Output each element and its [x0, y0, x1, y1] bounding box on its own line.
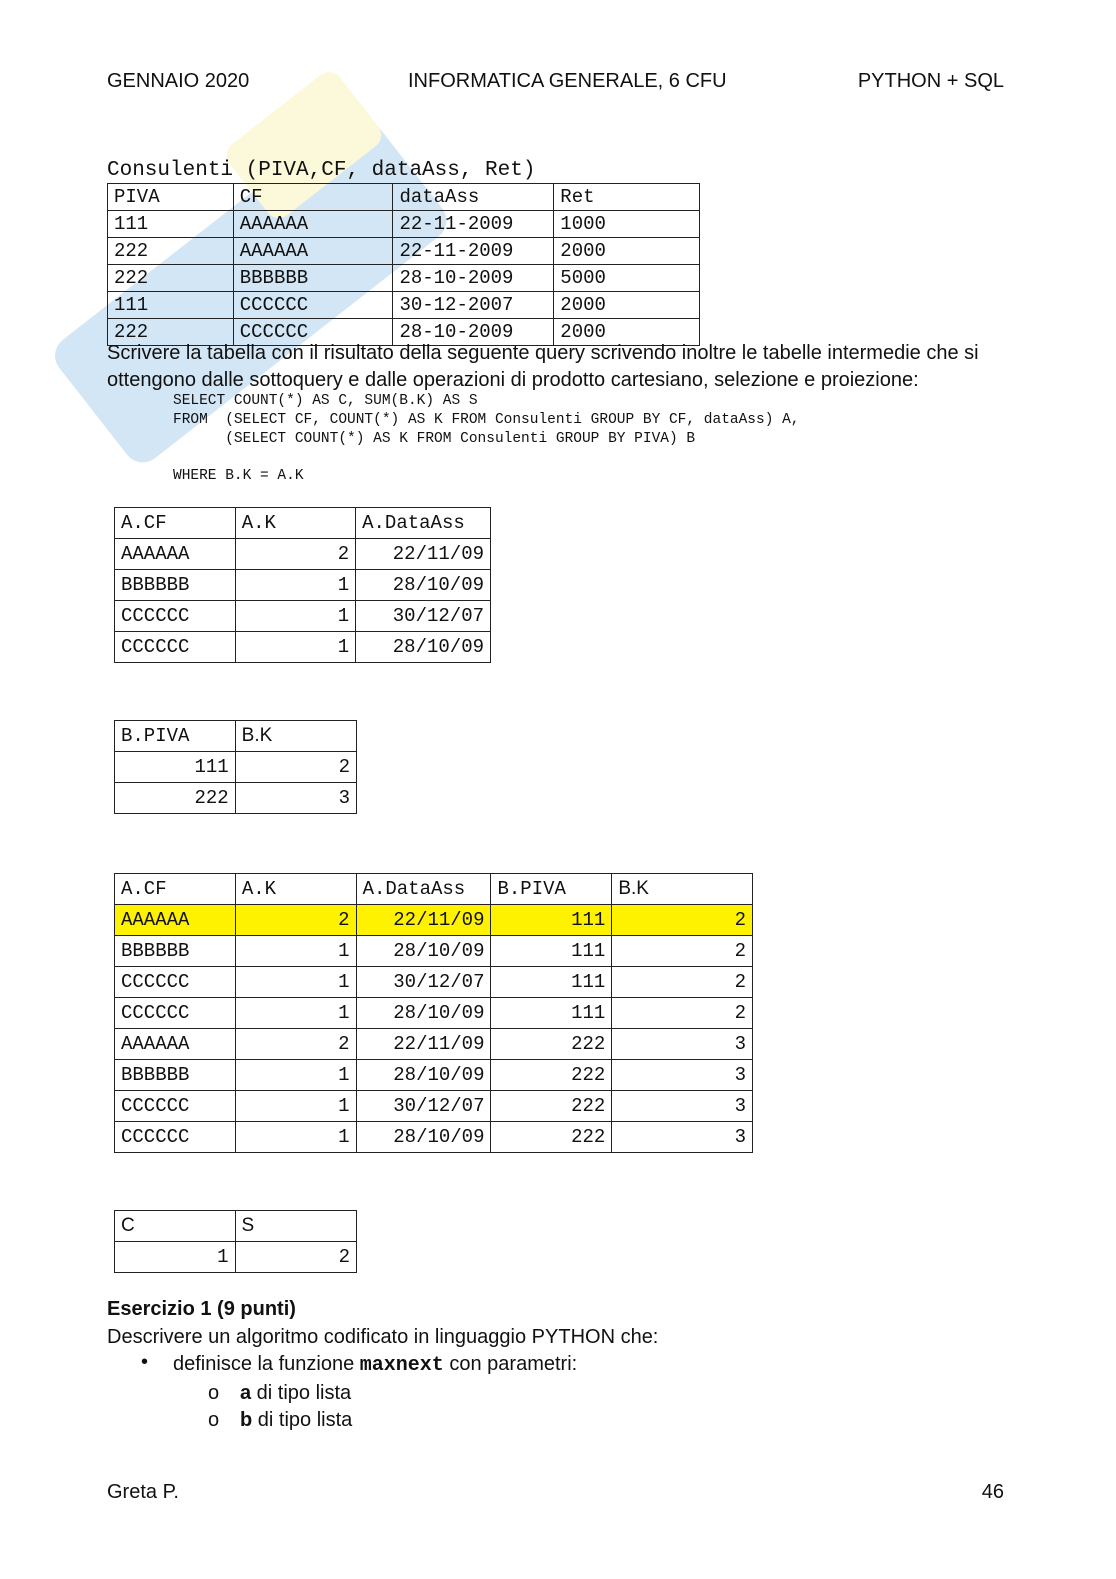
table-row	[108, 238, 700, 265]
cell: 5000	[554, 265, 700, 292]
table-row	[115, 1091, 753, 1122]
cell: 111	[491, 936, 612, 967]
header-cell: dataAss	[393, 184, 554, 211]
cell: 1	[235, 936, 356, 967]
header-cell: B.PIVA	[115, 721, 236, 752]
cell: AAAAAA	[233, 211, 393, 238]
cell: 22-11-2009	[393, 211, 554, 238]
cartesian-product-table	[114, 873, 753, 1153]
table-header-row	[115, 508, 491, 539]
cell: 22/11/09	[356, 905, 491, 936]
param-a-name: a	[240, 1382, 252, 1404]
cell: 1	[235, 998, 356, 1029]
cell: 2	[235, 752, 356, 783]
cell: 28/10/09	[356, 998, 491, 1029]
table-row	[115, 1060, 753, 1091]
cell: 2	[612, 936, 753, 967]
cell: 28-10-2009	[393, 265, 554, 292]
query-line-2: FROM (SELECT CF, COUNT(*) AS K FROM Consulenti GROUP BY CF, dataAss) A,	[173, 412, 800, 428]
cell: BBBBBB	[115, 570, 236, 601]
instructions-line-1: Scrivere la tabella con il risultato della seguente query scrivendo inoltre le tabelle intermedie che si	[107, 342, 979, 364]
header-cell: A.CF	[115, 508, 236, 539]
cell: 1	[235, 632, 355, 663]
header-cell: B.K	[235, 721, 356, 752]
cell: 1	[235, 1091, 356, 1122]
query-line-4: WHERE B.K = A.K	[173, 468, 304, 484]
bullet-dot: •	[141, 1351, 149, 1373]
table-row	[108, 292, 700, 319]
param-b-desc: di tipo lista	[252, 1409, 353, 1431]
header-cell: CF	[233, 184, 393, 211]
cell: 2	[612, 905, 753, 936]
cell: 1	[235, 967, 356, 998]
exercise-title: Esercizio 1 (9 punti)	[107, 1298, 296, 1320]
cell: 28/10/09	[356, 570, 491, 601]
cell: 2000	[554, 238, 700, 265]
cell: 30-12-2007	[393, 292, 554, 319]
cell: 2	[235, 1242, 357, 1273]
cell: 222	[108, 238, 234, 265]
cell: CCCCCC	[115, 1091, 236, 1122]
cell: 3	[612, 1122, 753, 1153]
table-header-row	[115, 721, 357, 752]
cell: 111	[491, 967, 612, 998]
cell: 222	[108, 319, 234, 346]
cell: 111	[491, 998, 612, 1029]
header-right: PYTHON + SQL	[857, 70, 1004, 92]
header-cell: B.K	[612, 874, 753, 905]
cell: BBBBBB	[233, 265, 393, 292]
cell: 28/10/09	[356, 1060, 491, 1091]
table-header-row	[115, 1211, 357, 1242]
param-a	[240, 1380, 351, 1407]
cell: 222	[108, 265, 234, 292]
cell: 28-10-2009	[393, 319, 554, 346]
table-row	[115, 752, 357, 783]
cell: 30/12/07	[356, 1091, 491, 1122]
schema-title: Consulenti (PIVA,CF, dataAss, Ret)	[107, 159, 536, 182]
cell: 1	[235, 601, 355, 632]
cell: AAAAAA	[115, 905, 236, 936]
table-row	[115, 1122, 753, 1153]
cell: 2	[235, 1029, 356, 1060]
bullet-prefix: definisce la funzione	[173, 1353, 360, 1375]
cell: AAAAAA	[115, 539, 236, 570]
header-cell: A.CF	[115, 874, 236, 905]
cell: 222	[491, 1091, 612, 1122]
table-row	[115, 632, 491, 663]
cell: 2	[235, 539, 355, 570]
table-row	[115, 967, 753, 998]
table-row	[115, 936, 753, 967]
cell: 22-11-2009	[393, 238, 554, 265]
header-cell: PIVA	[108, 184, 234, 211]
cell: BBBBBB	[115, 1060, 236, 1091]
cell: 3	[235, 783, 356, 814]
cell: 1	[235, 1060, 356, 1091]
query-line-1: SELECT COUNT(*) AS C, SUM(B.K) AS S	[173, 393, 478, 409]
header-cell: Ret	[554, 184, 700, 211]
cell: CCCCCC	[233, 292, 393, 319]
cell: 28/10/09	[356, 632, 491, 663]
table-row	[115, 1242, 357, 1273]
footer-author: Greta P.	[107, 1481, 179, 1503]
table-row	[108, 265, 700, 292]
param-b	[240, 1407, 352, 1434]
cell: AAAAAA	[233, 238, 393, 265]
cell: 1	[115, 1242, 236, 1273]
cell: CCCCCC	[115, 1122, 236, 1153]
subquery-b-table	[114, 720, 357, 814]
cell: 222	[491, 1029, 612, 1060]
cell: 3	[612, 1091, 753, 1122]
table-header-row	[108, 184, 700, 211]
cell: CCCCCC	[115, 632, 236, 663]
page-number: 46	[981, 1481, 1004, 1503]
cell: 30/12/07	[356, 967, 491, 998]
cell: 1	[235, 1122, 356, 1153]
cell: BBBBBB	[115, 936, 236, 967]
cell: 2000	[554, 319, 700, 346]
exercise-intro: Descrivere un algoritmo codificato in linguaggio PYTHON che:	[107, 1326, 659, 1348]
header-cell: S	[235, 1211, 357, 1242]
cell: 222	[491, 1122, 612, 1153]
cell: 3	[612, 1060, 753, 1091]
header-cell: B.PIVA	[491, 874, 612, 905]
cell: 22/11/09	[356, 539, 491, 570]
sub-bullet-circle: o	[208, 1409, 220, 1431]
consulenti-table	[107, 183, 700, 346]
cell: 2	[612, 967, 753, 998]
cell: CCCCCC	[115, 998, 236, 1029]
header-cell: C	[115, 1211, 236, 1242]
table-row-highlighted	[115, 905, 753, 936]
cell: 2000	[554, 292, 700, 319]
query-line-3: (SELECT COUNT(*) AS K FROM Consulenti GROUP BY PIVA) B	[173, 431, 696, 447]
cell: CCCCCC	[115, 967, 236, 998]
cell: 28/10/09	[356, 936, 491, 967]
table-row	[115, 570, 491, 601]
cell: 111	[108, 292, 234, 319]
cell: 2	[612, 998, 753, 1029]
table-row	[115, 783, 357, 814]
bullet-suffix: con parametri:	[443, 1353, 578, 1375]
result-table	[114, 1210, 357, 1273]
table-row	[115, 539, 491, 570]
instructions-line-2: ottengono dalle sottoquery e dalle operazioni di prodotto cartesiano, selezione e proiezione:	[107, 369, 919, 391]
sub-bullet-circle: o	[208, 1382, 220, 1404]
cell: 22/11/09	[356, 1029, 491, 1060]
cell: 1000	[554, 211, 700, 238]
header-left: GENNAIO 2020	[107, 70, 250, 92]
header-cell: A.DataAss	[356, 508, 491, 539]
cell: CCCCCC	[115, 601, 236, 632]
param-a-desc: di tipo lista	[251, 1382, 352, 1404]
header-center: INFORMATICA GENERALE, 6 CFU	[408, 70, 727, 92]
cell: 28/10/09	[356, 1122, 491, 1153]
table-row	[115, 601, 491, 632]
cell: AAAAAA	[115, 1029, 236, 1060]
param-b-name: b	[240, 1409, 253, 1431]
cell: CCCCCC	[233, 319, 393, 346]
header-cell: A.K	[235, 508, 355, 539]
cell: 222	[491, 1060, 612, 1091]
cell: 1	[235, 570, 355, 601]
table-row	[115, 1029, 753, 1060]
cell: 111	[491, 905, 612, 936]
exercise-bullet	[173, 1351, 577, 1379]
header-cell: A.K	[235, 874, 356, 905]
header-cell: A.DataAss	[356, 874, 491, 905]
cell: 30/12/07	[356, 601, 491, 632]
cell: 111	[115, 752, 236, 783]
cell: 3	[612, 1029, 753, 1060]
subquery-a-table	[114, 507, 491, 663]
cell: 222	[115, 783, 236, 814]
table-header-row	[115, 874, 753, 905]
cell: 111	[108, 211, 234, 238]
table-row	[108, 211, 700, 238]
cell: 2	[235, 905, 356, 936]
function-name: maxnext	[359, 1354, 444, 1377]
table-row	[115, 998, 753, 1029]
